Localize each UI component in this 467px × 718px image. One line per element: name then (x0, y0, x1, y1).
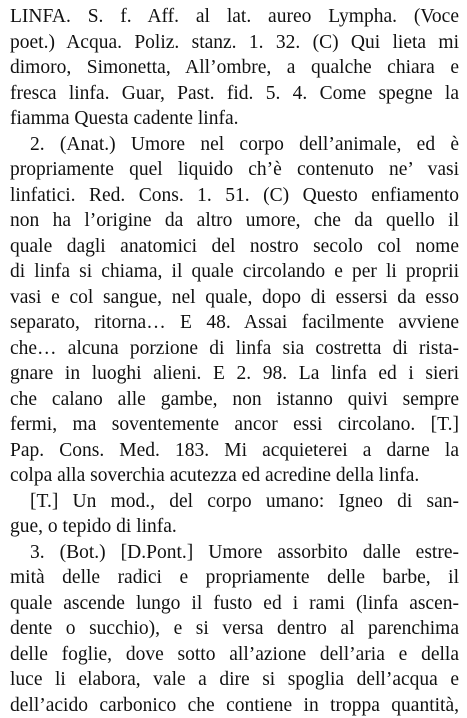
text-line: linfatici. Red. Cons. 1. 51. (C) Questo enfiamento (10, 183, 459, 209)
text-line: poet.) Acqua. Poliz. stanz. 1. 32. (C) Qui lieta mi (10, 30, 459, 56)
text-line: fresca linfa. Guar, Past. fid. 5. 4. Come spegne la (10, 81, 459, 107)
text-line: 3. (Bot.) [D.Pont.] Umore assorbito dalle estre- (10, 540, 459, 566)
text-line: 2. (Anat.) Umore nel corpo dell’animale, ed è (10, 132, 459, 158)
text-line: gnare in luoghi alieni. E 2. 98. La linfa ed i sieri (10, 361, 459, 387)
sub-sense (10, 489, 459, 540)
text-line: colpa alla soverchia acutezza ed acredine della linfa. (10, 463, 459, 489)
text-line: delle foglie, dove sotto all’azione dell’aria e della (10, 642, 459, 668)
text-line: LINFA. S. f. Aff. al lat. aureo Lympha. (Voce (10, 4, 459, 30)
text-line: fiamma Questa cadente linfa. (10, 106, 459, 132)
text-line: gue, o tepido di linfa. (10, 514, 459, 540)
text-line: vasi e col sangue, nel quale, dopo di essersi da esso (10, 285, 459, 311)
text-line: dimoro, Simonetta, All’ombre, a qualche chiara e (10, 55, 459, 81)
dictionary-entry-linfa (10, 4, 459, 718)
text-line: mità delle radici e propriamente delle barbe, il (10, 565, 459, 591)
text-line: di linfa si chiama, il quale circolando e per li proprii (10, 259, 459, 285)
text-line: luce li elabora, vale a dire si spoglia dell’acqua e (10, 667, 459, 693)
text-line: [T.] Un mod., del corpo umano: Igneo di san- (10, 489, 459, 515)
text-line: non ha l’origine da altro umore, che da quello il (10, 208, 459, 234)
text-line: dente o succhio), e si versa dentro al parenchima (10, 616, 459, 642)
text-line: che… alcuna porzione di linfa sia costretta di rista- (10, 336, 459, 362)
text-line: dell’acido carbonico che contiene in troppa quantità, (10, 693, 459, 718)
text-line: che calano alle gambe, non istanno quivi sempre (10, 387, 459, 413)
sense-3 (10, 540, 459, 718)
text-line: separato, ritorna… E 48. Assai facilmente avviene (10, 310, 459, 336)
text-line: quale dagli anatomici del nostro secolo col nome (10, 234, 459, 260)
text-line: Pap. Cons. Med. 183. Mi acquieterei a darne la (10, 438, 459, 464)
text-line: fermi, ma soventemente ancor essi circolano. [T.] (10, 412, 459, 438)
text-line: propriamente quel liquido ch’è contenuto ne’ vasi (10, 157, 459, 183)
sense-1 (10, 4, 459, 132)
text-line: quale ascende lungo il fusto ed i rami (linfa ascen- (10, 591, 459, 617)
sense-2 (10, 132, 459, 489)
